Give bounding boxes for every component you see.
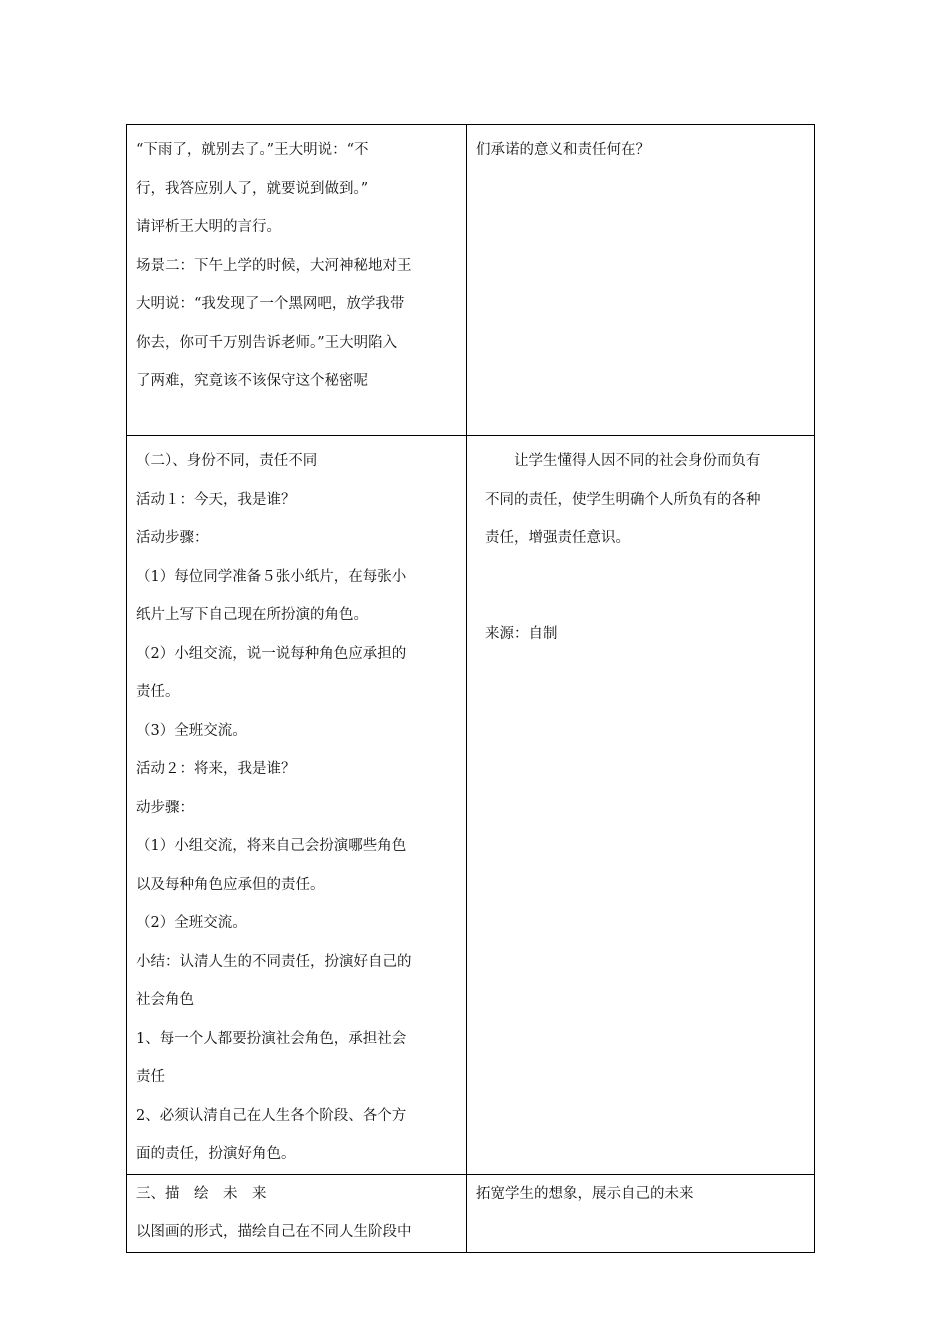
text-line: （3）全班交流。 bbox=[136, 722, 247, 739]
activity-cell bbox=[127, 1174, 467, 1252]
text-line: “下雨了，就别去了。”王大明说：“不 bbox=[136, 142, 369, 158]
text-line: 请评析王大明的言行。 bbox=[136, 219, 281, 235]
table-row bbox=[127, 436, 815, 1175]
text-line: 责任 bbox=[136, 1069, 165, 1085]
table-row bbox=[127, 125, 815, 436]
intent-cell bbox=[467, 436, 815, 1175]
text-line: 以及每种角色应承但的责任。 bbox=[136, 876, 325, 893]
text-line: 责任。 bbox=[136, 684, 180, 700]
text-line: 1、每一个人都要扮演社会角色，承担社会 bbox=[136, 1030, 407, 1047]
text-line: 拓宽学生的想象，展示自己的未来 bbox=[476, 1185, 694, 1202]
text-line: 活动步骤： bbox=[136, 530, 209, 546]
text-line: （1）每位同学准备５张小纸片，在每张小 bbox=[136, 568, 407, 585]
text-line: 不同的责任，使学生明确个人所负有的各种 bbox=[485, 491, 761, 508]
intent-cell bbox=[467, 1174, 815, 1252]
text-line: 了两难，究竟该不该保守这个秘密呢 bbox=[136, 373, 368, 389]
text-line: 场景二：下午上学的时候，大河神秘地对王 bbox=[136, 257, 412, 274]
source-label: 来源：自制 bbox=[485, 625, 558, 642]
lesson-plan-table bbox=[126, 124, 815, 1253]
text-line: 让学生懂得人因不同的社会身份而负有 bbox=[485, 453, 761, 469]
text-line: 以图画的形式，描绘自己在不同人生阶段中 bbox=[136, 1224, 412, 1240]
text-line: （1）小组交流，将来自己会扮演哪些角色 bbox=[136, 838, 407, 854]
text-line: 小结：认清人生的不同责任，扮演好自己的 bbox=[136, 953, 412, 970]
text-line: （2）小组交流，说一说每种角色应承担的 bbox=[136, 645, 407, 662]
activity-cell bbox=[127, 125, 467, 436]
activity-cell bbox=[127, 436, 467, 1175]
text-line: 行，我答应别人了，就要说到做到。” bbox=[136, 180, 369, 197]
section-heading: （二）、身份不同，责任不同 bbox=[136, 453, 318, 469]
text-line: 你去，你可千万别告诉老师。”王大明陷入 bbox=[136, 334, 398, 351]
table-row bbox=[127, 1174, 815, 1252]
text-line: 大明说：“我发现了一个黑网吧，放学我带 bbox=[136, 296, 405, 312]
spacer bbox=[476, 558, 806, 615]
text-line: 纸片上写下自己现在所扮演的角色。 bbox=[136, 607, 368, 623]
section-heading: 三、描 绘 未 来 bbox=[136, 1185, 267, 1202]
text-line: 责任，增强责任意识。 bbox=[485, 530, 630, 546]
text-line: 社会角色 bbox=[136, 992, 194, 1008]
text-line: （2）全班交流。 bbox=[136, 915, 247, 931]
text-line: 们承诺的意义和责任何在？ bbox=[476, 142, 650, 158]
text-line: 活动１：今天，我是谁？ bbox=[136, 491, 296, 508]
text-line: 动步骤： bbox=[136, 799, 194, 816]
text-line: 活动２：将来，我是谁？ bbox=[136, 761, 296, 777]
text-line: 面的责任，扮演好角色。 bbox=[136, 1146, 296, 1162]
intent-cell bbox=[467, 125, 815, 436]
text-line: 2、必须认清自己在人生各个阶段、各个方 bbox=[136, 1107, 407, 1124]
